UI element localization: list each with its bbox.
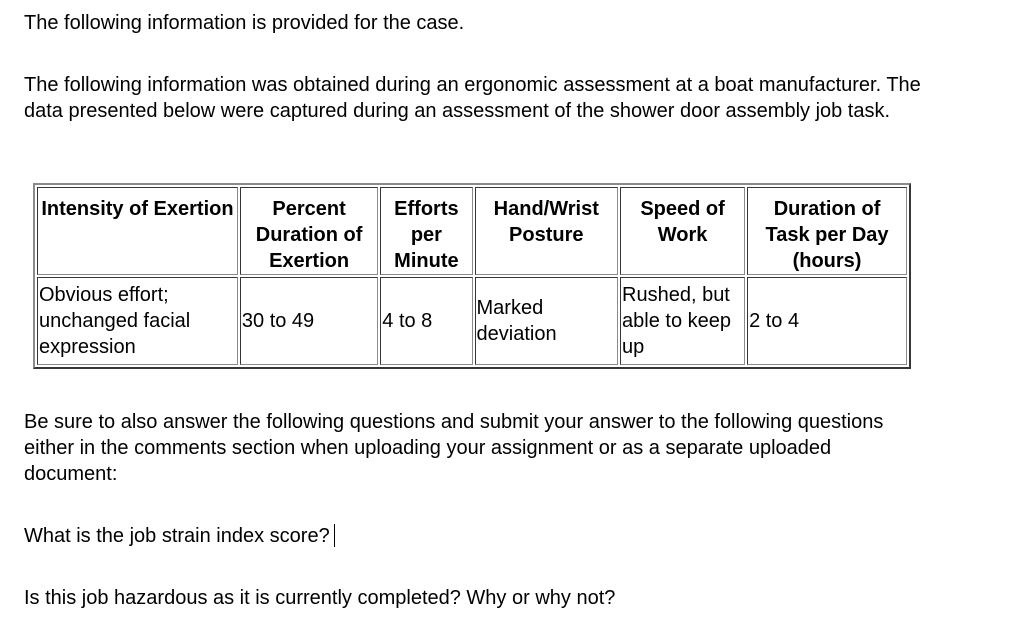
case-description: The following information was obtained during an ergonomic assessment at a boat manufacturer. The data presented below were captured during an assessment of the shower door assembly job task. [24,74,921,122]
strain-index-table [33,183,911,369]
header-duration-per-day: Duration of Task per Day (hours) [747,187,907,275]
table-row [37,277,907,365]
header-percent-duration: Percent Duration of Exertion [240,187,378,275]
intro-text: The following information is provided for the case. [24,12,465,34]
cell-efforts-per-minute: 4 to 8 [380,277,472,365]
header-speed-of-work: Speed of Work [620,187,745,275]
cell-hand-wrist-posture: Marked deviation [475,277,619,365]
instructions-text: Be sure to also answer the following questions and submit your answer to the following questions either in the comments section when uploading your assignment or as a separate uploaded document: [24,411,884,485]
cell-duration-per-day: 2 to 4 [747,277,907,365]
header-efforts-per-minute: Efforts per Minute [380,187,472,275]
question-hazardous: Is this job hazardous as it is currently completed? Why or why not? [24,587,616,609]
question-strain-index-score[interactable] [24,523,984,549]
question-1-text: What is the job strain index score? [24,525,330,547]
text-cursor [334,524,335,547]
cell-percent-duration: 30 to 49 [240,277,378,365]
header-intensity-of-exertion: Intensity of Exertion [37,187,238,275]
cell-intensity-of-exertion: Obvious effort; unchanged facial expression [37,277,238,365]
cell-speed-of-work: Rushed, but able to keep up [620,277,745,365]
table-header-row [37,187,907,275]
header-hand-wrist-posture: Hand/Wrist Posture [475,187,619,275]
